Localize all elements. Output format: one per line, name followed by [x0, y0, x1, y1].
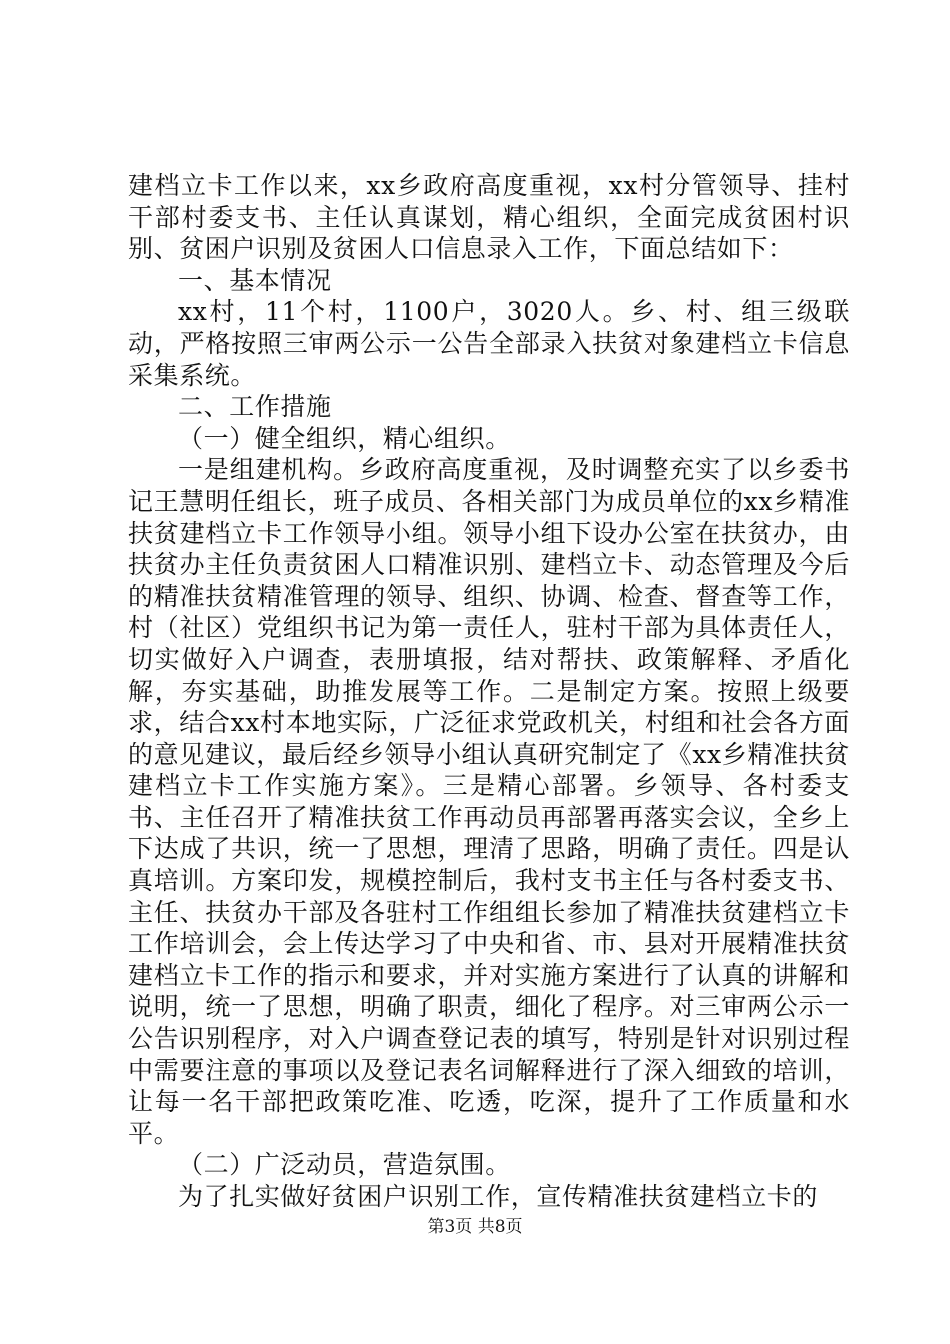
page-footer: 第3页 共8页 [427, 1217, 523, 1237]
basic-situation-paragraph: xx村，11个村，1100户，3020人。乡、村、组三级联动，严格按照三审两公示一公告全部录入扶贫对象建档立卡信息采集系统。 [128, 297, 850, 390]
document-body [128, 170, 850, 1213]
section-heading-work-measures: 二、工作措施 [178, 392, 332, 422]
mobilization-paragraph: 为了扎实做好贫困户识别工作，宣传精准扶贫建档立卡的 [178, 1182, 819, 1211]
subsection-heading-mobilization: （二）广泛动员，营造氛围。 [178, 1150, 511, 1180]
organization-paragraph: 一是组建机构。乡政府高度重视，及时调整充实了以乡委书记王慧明任组长，班子成员、各相关部门为成员单位的xx乡精准扶贫建档立卡工作领导小组。领导小组下设办公室在扶贫办，由扶贫办主任负责贫困人口精准识别、建档立卡、动态管理及今后的精准扶贫精准管理的领导、组织、协调、检查、督查等工作，村（社区）党组织书记为第一责任人，驻村干部为具体责任人，切实做好入户调查，表册填报，结对帮扶、政策解释、矛盾化解，夯实基础，助推发展等工作。二是制定方案。按照上级要求，结合xx村本地实际，广泛征求党政机关，村组和社会各方面的意见建议，最后经乡领导小组认真研究制定了《xx乡精准扶贫建档立卡工作实施方案》。三是精心部署。乡领导、各村委支书、主任召开了精准扶贫工作再动员再部署再落实会议，全乡上下达成了共识，统一了思想，理清了思路，明确了责任。四是认真培训。方案印发，规模控制后，我村支书主任与各村委支书、主任、扶贫办干部及各驻村工作组组长参加了精准扶贫建档立卡工作培训会，会上传达学习了中央和省、市、县对开展精准扶贫建档立卡工作的指示和要求，并对实施方案进行了认真的讲解和说明，统一了思想，明确了职责，细化了程序。对三审两公示一公告识别程序，对入户调查登记表的填写，特别是针对识别过程中需要注意的事项以及登记表名词解释进行了深入细致的培训，让每一名干部把政策吃准、吃透，吃深，提升了工作质量和水平。 [128, 455, 850, 1148]
subsection-heading-organization: （一）健全组织，精心组织。 [178, 423, 511, 453]
section-heading-basic-situation: 一、基本情况 [178, 265, 332, 295]
intro-paragraph: 建档立卡工作以来，xx乡政府高度重视，xx村分管领导、挂村干部村委支书、主任认真谋划，精心组织，全面完成贫困村识别、贫困户识别及贫困人口信息录入工作，下面总结如下： [128, 171, 850, 264]
